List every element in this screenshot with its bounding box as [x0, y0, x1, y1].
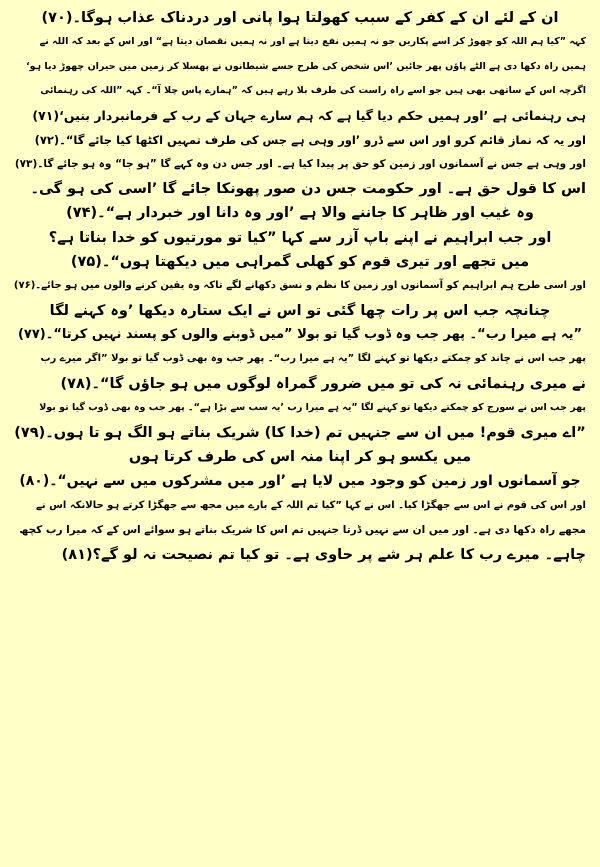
text-line: میں یکسو ہو کر اپنا منہ اس کی طرف کرتا ہوں — [128, 449, 472, 466]
text-line: اس کا قول حق ہے۔ اور حکومت جس دن صور پھونکا جائے گا ’اسی کی ہو گی۔ — [30, 180, 586, 197]
text-line: چاہے۔ میرے رب کا علم ہر شے پر حاوی ہے۔ تو کیا تم نصیحت نہ لو گے؟(۸۱) — [61, 546, 586, 563]
text-line: ”اے میری قوم! میں ان سے جنہیں تم (خدا کا) شریک بناتے ہو الگ ہو تا ہوں۔(۷۹) — [14, 424, 586, 441]
text-line: مجھے راہ دکھا دی ہے۔ اور میں ان سے نہیں ڈرتا جنہیں تم اس کا شریک بناتے ہو سوائے اس کے کہ میرا رب کچھ — [19, 524, 586, 537]
text-line: چنانچہ جب اس پر رات چھا گئی تو اس نے ایک ستارہ دیکھا ’وہ کہنے لگا — [49, 302, 551, 319]
text-line: اور وہی ہے جس نے آسمانوں اور زمین کو حق پر پیدا کیا ہے۔ اور جس دن وہ کہے گا ”ہو جا“ وہ ہو جائے گا۔(۷۳) — [14, 158, 586, 171]
text-line: اگرچہ اس کے ساتھی بھی ہیں جو اسے راہ راست کی طرف بلا رہے ہیں کہ ”ہمارے پاس چلا آ“۔ کہہ ”اللہ کی رہنمائی — [40, 85, 586, 97]
text-line: جو آسمانوں اور زمین کو وجود میں لایا ہے ’اور میں مشرکوں میں سے نہیں“۔(۸۰) — [19, 473, 581, 490]
text-line: کہہ ”کیا ہم اللہ کو چھوڑ کر اسے پکاریں جو نہ ہمیں نفع دیتا ہے اور نہ ہمیں نقصان دیتا ہے“ اور اس کے بعد کہ اللہ نے — [39, 36, 586, 48]
text-line: ”یہ ہے میرا رب“۔ پھر جب وہ ڈوب گیا تو بولا ”میں ڈوبنے والوں کو پسند نہیں کرتا“۔(۷۷) — [17, 327, 583, 343]
text-line: میں تجھے اور تیری قوم کو کھلی گمراہی میں دیکھتا ہوں“۔(۷۵) — [70, 253, 530, 270]
text-line: ہی رہنمائی ہے ’اور ہمیں حکم دیا گیا ہے کہ ہم سارے جہان کے رب کے فرمانبردار بنیں‘(۷۱) — [32, 107, 586, 123]
text-line: اور اس کی قوم نے اس سے جھگڑا کیا۔ اس نے کہا ”کیا تم اللہ کے بارے میں مجھ سے جھگڑا کرتے ہو حالانکہ اس نے — [36, 499, 586, 511]
text-line: نے میری رہنمائی نہ کی تو میں ضرور گمراہ لوگوں میں ہو جاؤں گا“۔(۷۸) — [60, 375, 586, 392]
text-line: اور جب ابراہیم نے اپنے باپ آزر سے کہا ”کیا تو مورتیوں کو خدا بناتا ہے؟ — [48, 229, 552, 246]
text-line: اور اسی طرح ہم ابراہیم کو آسمانوں اور زمین کا نظم و نسق دکھانے لگے تاکہ وہ یقین کرنے والوں میں ہو جائے۔(۷۶) — [14, 280, 586, 292]
text-line: پھر جب اس نے چاند کو چمکتے دیکھا تو کہنے لگا ”یہ ہے میرا رب“۔ پھر جب وہ بھی ڈوب گیا تو بولا ”اگر میرے رب — [40, 353, 586, 365]
text-line: اور یہ کہ نماز قائم کرو اور اس سے ڈرو ’اور وہی ہے جس کی طرف تمہیں اکٹھا کیا جائے گا“۔(۷۲) — [34, 132, 586, 147]
text-line: وہ غیب اور ظاہر کا جاننے والا ہے ’اور وہ دانا اور خبردار ہے“۔(۷۴) — [66, 205, 534, 222]
text-line: ان کے لئے ان کے کفر کے سبب کھولتا ہوا پانی اور دردناک عذاب ہوگا۔(۷۰) — [41, 10, 559, 26]
text-line: پھر جب اس نے سورج کو چمکتے دیکھا تو کہنے لگا ”یہ ہے میرا رب ’یہ سب سے بڑا ہے“۔ پھر جب وہ بھی ڈوب گیا تو بولا — [39, 402, 586, 414]
text-line: ہمیں راہ دکھا دی ہے الٹے پاؤں پھر جائیں ’اس شخص کی طرح جسے شیطانوں نے پھسلا کر زمین میں حیران چھوڑ دیا ہو‘ — [25, 60, 586, 72]
